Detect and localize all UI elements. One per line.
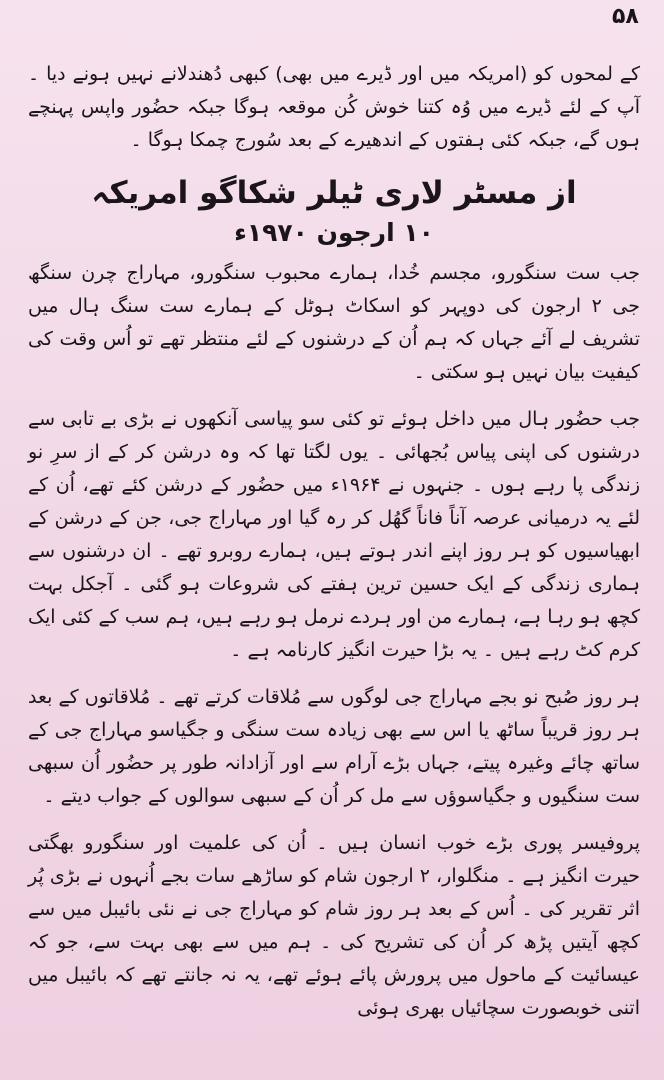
opening-paragraph: کے لمحوں کو (امریکہ میں اور ڈیرے میں بھی) کبھی دُھندلانے نہیں ہونے دیا ۔ آپ کے لئے ڈیرے میں وُہ کتنا خوش کُن موقعہ ہوگا جبکہ حضُور واپس پہنچے ہوں گے، جبکہ کئی ہفتوں کے اندھیرے کے بعد سُورج چمکا ہوگا ۔ <box>28 63 640 151</box>
body-paragraph: جب حضُور ہال میں داخل ہوئے تو کئی سو پیاسی آنکھوں نے بڑی بے تابی سے درشنوں کی اپنی پیاس بُجھائی ۔ یوں لگتا تھا کہ وہ درشن کر کے از سرِ نو زندگی پا رہے ہوں ۔ جنہوں نے ۱۹۶۴ء میں حضُور کے درشن کئے تھے، اُن کے لئے یہ درمیانی عرصہ آناً فاناً گھُل کر رہ گیا اور مہاراج جی، جن کے درشن کے ابھیاسیوں کو ہر روز اپنے اندر ہوتے ہیں، ہمارے روبرو تھے ۔ ان درشنوں سے ہماری زندگی کے ایک حسین ترین ہفتے کی شروعات ہو گئی ۔ آجکل بہت کچھ ہو رہا ہے، ہمارے من اور ہردے نرمل ہو رہے ہیں، ہم سب کے کئی ایک کرم کٹ رہے ہیں ۔ یہ بڑا حیرت انگیز کارنامہ ہے ۔ <box>28 408 641 661</box>
body-paragraph: ہر روز صُبح نو بجے مہاراج جی لوگوں سے مُلاقات کرتے تھے ۔ مُلاقاتوں کے بعد ہر روز قریباً ساٹھ یا اس سے بھی زیادہ ست سنگی و جگیاسو مہاراج جی کے ساتھ چائے وغیرہ پیتے، جہاں بڑے آرام سے اور آزادانہ طور پر حضُور اُن سبھی ست سنگیوں و جگیاسوؤں سے مل کر اُن کے سبھی سوالوں کے جواب دیتے ۔ <box>28 686 640 807</box>
body-paragraph: جب ست سنگورو، مجسم خُدا، ہمارے محبوب سنگورو، مہاراج چرن سنگھ جی ۲ ارجون کی دوپہر کو اسکاٹ ہوٹل کے ہمارے ست سنگ ہال میں تشریف لے آئے جہاں کہ ہم اُن کے درشنوں کے لئے منتظر تھے تو اُس وقت کی کیفیت بیان نہیں ہو سکتی ۔ <box>28 262 640 383</box>
letter-heading: از مسٹر لاری ٹیلر شکاگو امریکہ <box>91 175 577 211</box>
page-number: ۵۸ <box>612 4 639 29</box>
page-content <box>28 58 640 1039</box>
letter-date: ۱۰ ارجون ۱۹۷۰ء <box>234 218 434 247</box>
body-paragraph: پروفیسر پوری بڑے خوب انسان ہیں ۔ اُن کی علمیت اور سنگورو بھگتی حیرت انگیز ہے ۔ منگلوار، ۲ ارجون شام کو ساڑھے سات بجے اُنہوں نے بڑی پُر اثر تقریر کی ۔ اُس کے بعد ہر روز شام کو مہاراج جی نے نئی بائیبل میں سے کچھ آیتیں پڑھ کر اُن کی تشریح کی ۔ ہم میں سے بھی بہت سے، جو کہ عیسائیت کے ماحول میں پرورش پائے ہوئے تھے، یہ نہ جانتے تھے کہ بائیبل میں اتنی خوبصورت سچائیاں بھری ہوئی <box>28 832 640 1019</box>
